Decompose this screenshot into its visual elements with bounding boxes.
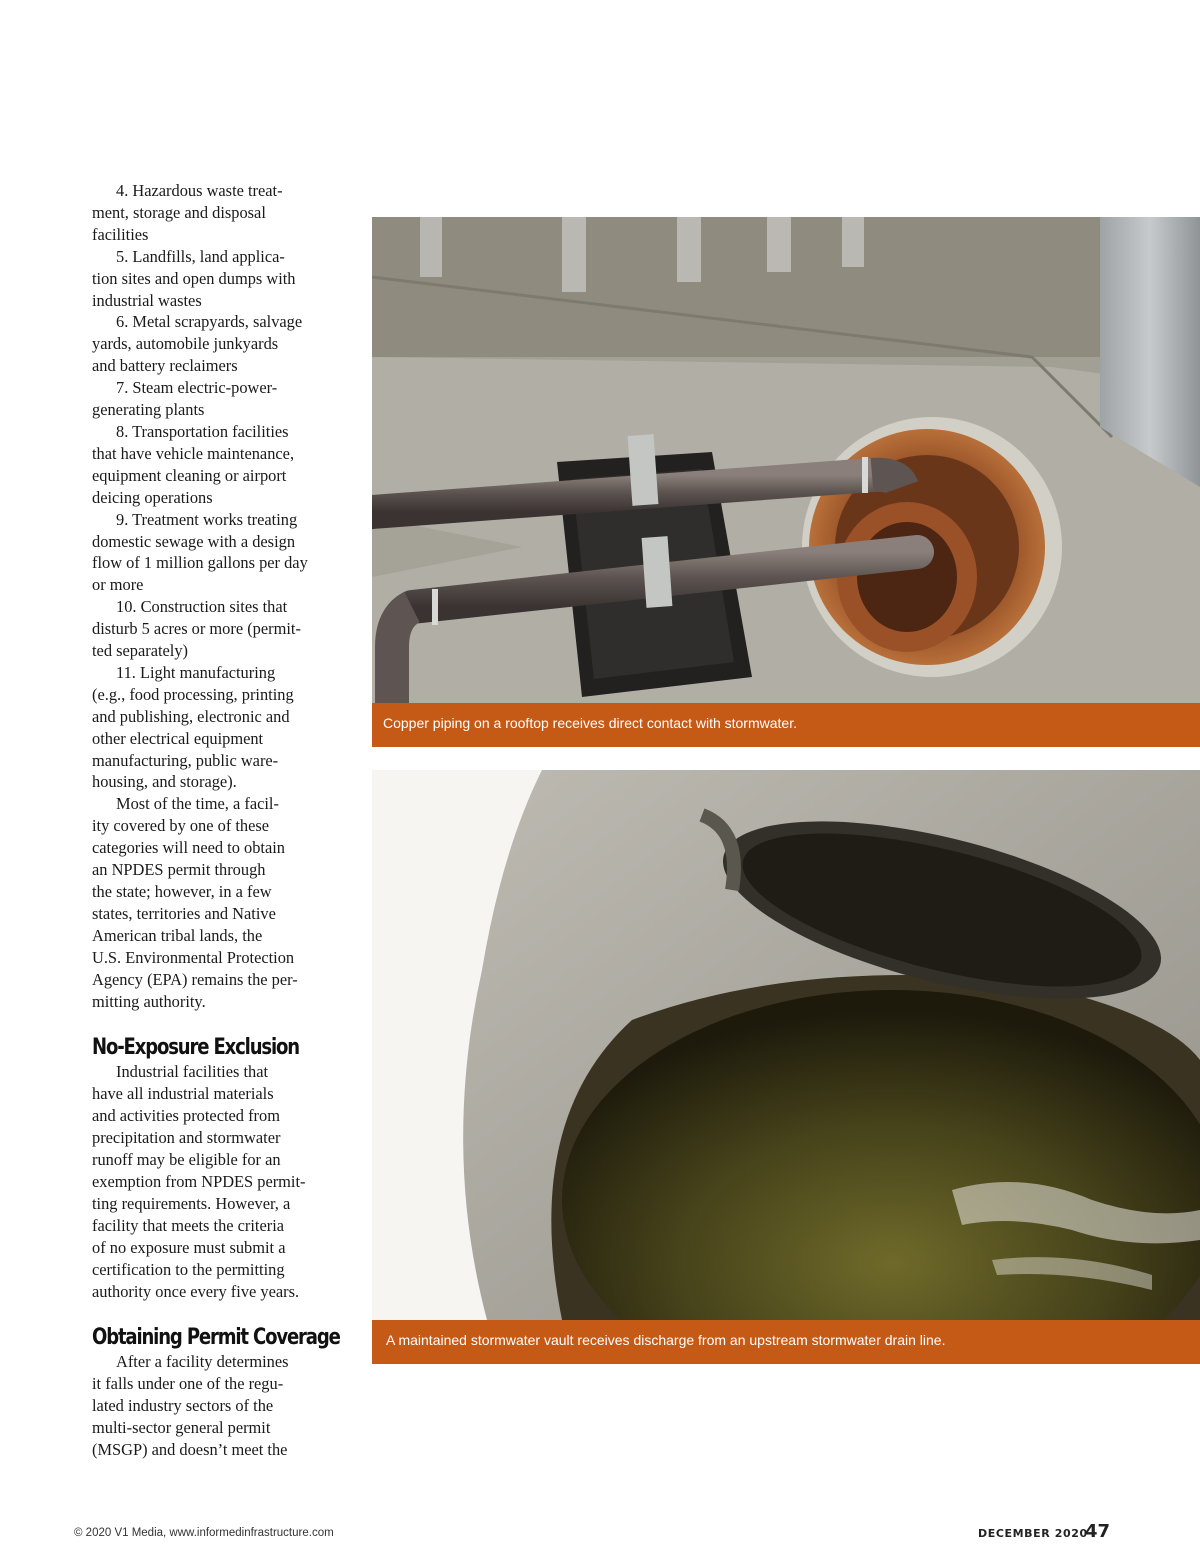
text-line: and activities protected from (92, 1106, 280, 1126)
text-line: categories will need to obtain (92, 838, 285, 858)
text-line: generating plants (92, 400, 205, 420)
text-line: ment, storage and disposal (92, 202, 266, 222)
list-item (92, 180, 350, 246)
text-line: of no exposure must submit a (92, 1237, 286, 1257)
text-line: 7. Steam electric-power- (116, 378, 278, 398)
text-line: manufacturing, public ware- (92, 750, 279, 770)
text-line: After a facility determines (116, 1352, 289, 1372)
text-line: precipitation and stormwater (92, 1128, 281, 1148)
text-line: ity covered by one of these (92, 816, 270, 836)
body-paragraph (92, 793, 350, 1012)
text-line: housing, and storage). (92, 772, 237, 792)
text-line: ted separately) (92, 641, 189, 661)
text-line: authority once every five years. (92, 1281, 300, 1301)
text-line: American tribal lands, the (92, 925, 263, 945)
stormwater-vault-illustration (372, 770, 1200, 1320)
text-line: an NPDES permit through (92, 860, 266, 880)
list-item (92, 311, 350, 377)
text-line: yards, automobile junkyards (92, 334, 279, 354)
text-line: facilities (92, 224, 149, 244)
text-line: 5. Landfills, land applica- (116, 246, 285, 266)
text-line: disturb 5 acres or more (permit- (92, 619, 301, 639)
text-line: other electrical equipment (92, 728, 264, 748)
caption-text: Copper piping on a rooftop receives direct contact with stormwater. (383, 715, 797, 731)
stormwater-vault-photo (372, 770, 1200, 1320)
text-line: and battery reclaimers (92, 356, 238, 376)
list-item (92, 596, 350, 662)
text-line: Most of the time, a facil- (116, 794, 279, 814)
text-line: exemption from NPDES permit- (92, 1171, 306, 1191)
section-heading-permit-coverage: Obtaining Permit Coverage (92, 1325, 340, 1351)
text-line: have all industrial materials (92, 1084, 274, 1104)
rooftop-piping-photo (372, 217, 1200, 703)
text-line: Industrial facilities that (116, 1062, 269, 1082)
text-line: 6. Metal scrapyards, salvage (116, 312, 303, 332)
text-line: states, territories and Native (92, 903, 276, 923)
text-line: and publishing, electronic and (92, 706, 290, 726)
text-line: lated industry sectors of the (92, 1396, 274, 1416)
figure-caption-1 (372, 703, 1200, 747)
text-line: 11. Light manufacturing (116, 662, 276, 682)
text-line: mitting authority. (92, 991, 206, 1011)
footer-copyright: © 2020 V1 Media, www.informedinfrastructure.com (74, 1527, 334, 1539)
text-line: ting requirements. However, a (92, 1193, 291, 1213)
text-line: U.S. Environmental Protection (92, 947, 295, 967)
caption-text: A maintained stormwater vault receives discharge from an upstream stormwater drain line. (386, 1332, 946, 1348)
text-line: 4. Hazardous waste treat- (116, 181, 283, 200)
text-line: (MSGP) and doesn’t meet the (92, 1440, 288, 1460)
list-item (92, 662, 350, 793)
text-line: facility that meets the criteria (92, 1215, 285, 1235)
text-line: equipment cleaning or airport (92, 465, 287, 485)
list-item (92, 421, 350, 509)
text-line: that have vehicle maintenance, (92, 443, 295, 463)
text-line: flow of 1 million gallons per day (92, 553, 308, 573)
section-heading-no-exposure: No-Exposure Exclusion (92, 1035, 299, 1061)
text-line: 8. Transportation facilities (116, 421, 289, 441)
text-line: deicing operations (92, 487, 213, 507)
list-item (92, 246, 350, 312)
text-line: (e.g., food processing, printing (92, 684, 294, 704)
text-line: runoff may be eligible for an (92, 1150, 281, 1170)
text-line: it falls under one of the regu- (92, 1374, 284, 1394)
list-item (92, 377, 350, 421)
text-line: certification to the permitting (92, 1259, 285, 1279)
page-number: 47 (1085, 1521, 1111, 1542)
text-line: 10. Construction sites that (116, 597, 288, 617)
text-line: domestic sewage with a design (92, 531, 296, 551)
text-line: tion sites and open dumps with (92, 268, 296, 288)
rooftop-piping-illustration (372, 217, 1200, 703)
text-line: the state; however, in a few (92, 882, 272, 901)
body-paragraph (92, 1061, 350, 1302)
text-line: 9. Treatment works treating (116, 509, 298, 529)
footer-issue-date: DECEMBER 2020 (978, 1527, 1088, 1540)
body-paragraph (92, 1351, 350, 1461)
figure-caption-2 (372, 1320, 1200, 1364)
text-line: industrial wastes (92, 290, 202, 310)
body-text-column (92, 180, 350, 1461)
text-line: or more (92, 575, 144, 595)
text-line: multi-sector general permit (92, 1418, 271, 1438)
list-item (92, 509, 350, 597)
text-line: Agency (EPA) remains the per- (92, 969, 298, 989)
